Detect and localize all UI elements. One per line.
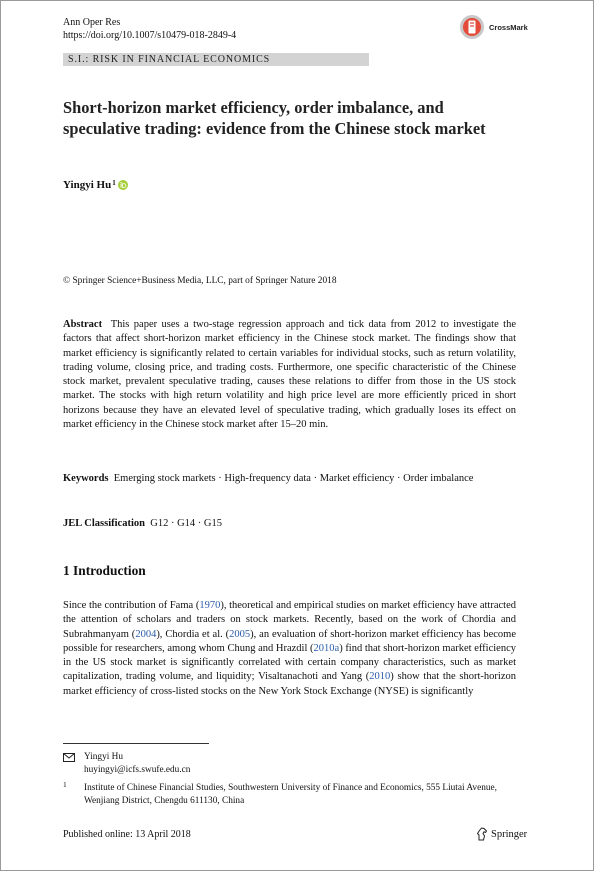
intro-text: ), an evaluation of short-horizon market efficiency has become possible for researchers, among whom Chung and Hrazdil (: [63, 628, 516, 654]
abstract-label: Abstract: [63, 319, 103, 330]
affiliation-number: 1: [63, 780, 67, 789]
keywords: [63, 472, 516, 486]
orcid-icon[interactable]: [118, 180, 128, 190]
intro-text: ), Chordia et al. (: [156, 628, 230, 640]
envelope-icon: [63, 753, 75, 762]
journal-name: Ann Oper Res: [63, 17, 121, 28]
intro-text: ) show that the short-horizon market efficiency of cross-listed stocks on the New York Stock Exchange (NYSE) is significantly: [63, 671, 517, 697]
intro-text: ), theoretical and empirical studies on market efficiency have attracted the attention of scholars and traders on stock markets. Recently, based on the work of Chordia and Subrahmanyam (: [63, 600, 516, 640]
abstract: [63, 318, 516, 432]
crossmark-icon: [459, 14, 485, 40]
abstract-text: This paper uses a two-stage regression approach and tick data from 2012 to investigate the factors that affect short-horizon market efficiency in the Chinese stock market. The findings show that market efficiency is significantly related to certain variables for individual stocks, such as return volatility, trading volume, closing price, and trading costs. Furthermore, one specific characteristic of the Chinese stock market, prevalent speculative trading, causes these relations to differ from those in the US stock market. The stocks with high return volatility and high price level are more efficiently priced in short horizons because they have an elevated level of speculative trading, which gradually loses its effect on market efficiency in the Chinese stock market after 15–20 min.: [63, 319, 516, 431]
contact-email[interactable]: huyingyi@icfs.swufe.edu.cn: [84, 765, 191, 775]
jel-classification: [63, 517, 516, 531]
published-date: Published online: 13 April 2018: [63, 829, 191, 840]
springer-wordmark: Springer: [491, 828, 528, 840]
keywords-text: Emerging stock markets · High-frequency data · Market efficiency · Order imbalance: [113, 473, 474, 484]
author-affiliation-mark: 1: [112, 179, 116, 187]
intro-text: ) find that short-horizon market efficiency in the US stock market is significantly correlated with certain company characteristics, such as market capitalization, trading volume, and liquidity; Visaltanachoti and Yang (: [63, 642, 516, 683]
springer-horse-icon: [476, 827, 488, 841]
doi-link[interactable]: https://doi.org/10.1007/s10479-018-2849-4: [63, 30, 237, 41]
crossmark-badge[interactable]: [459, 14, 528, 40]
section-heading-introduction: 1 Introduction: [63, 563, 146, 578]
author-line: [63, 178, 128, 192]
citation-link[interactable]: 2010a: [313, 642, 340, 654]
citation-link[interactable]: 1970: [199, 600, 221, 611]
paper-title: Short-horizon market efficiency, order imbalance, and speculative trading: evidence from the Chinese stock market: [63, 98, 486, 138]
citation-link[interactable]: 2010: [369, 671, 391, 683]
copyright-notice: © Springer Science+Business Media, LLC, part of Springer Nature 2018: [63, 276, 337, 286]
jel-codes: G12 · G14 · G15: [150, 518, 222, 529]
citation-link[interactable]: 2005: [229, 628, 251, 640]
corresponding-author: [63, 751, 123, 764]
contact-name: Yingyi Hu: [84, 752, 123, 762]
citation-link[interactable]: 2004: [135, 628, 157, 640]
springer-logo[interactable]: [476, 827, 527, 841]
introduction-paragraph: [63, 599, 516, 699]
footnote-divider: [63, 743, 209, 744]
author-name[interactable]: Yingyi Hu: [63, 179, 112, 191]
jel-label: JEL Classification: [63, 518, 145, 529]
crossmark-label: CrossMark: [489, 22, 528, 32]
intro-text: Since the contribution of Fama (: [63, 600, 200, 611]
special-issue-label: S.I.: RISK IN FINANCIAL ECONOMICS: [68, 54, 271, 65]
affiliation-text: Institute of Chinese Financial Studies, Southwestern University of Finance and Economics, 555 Liutai Avenue, Wenjiang District, Chengdu 611130, China: [84, 783, 497, 806]
keywords-label: Keywords: [63, 473, 109, 484]
